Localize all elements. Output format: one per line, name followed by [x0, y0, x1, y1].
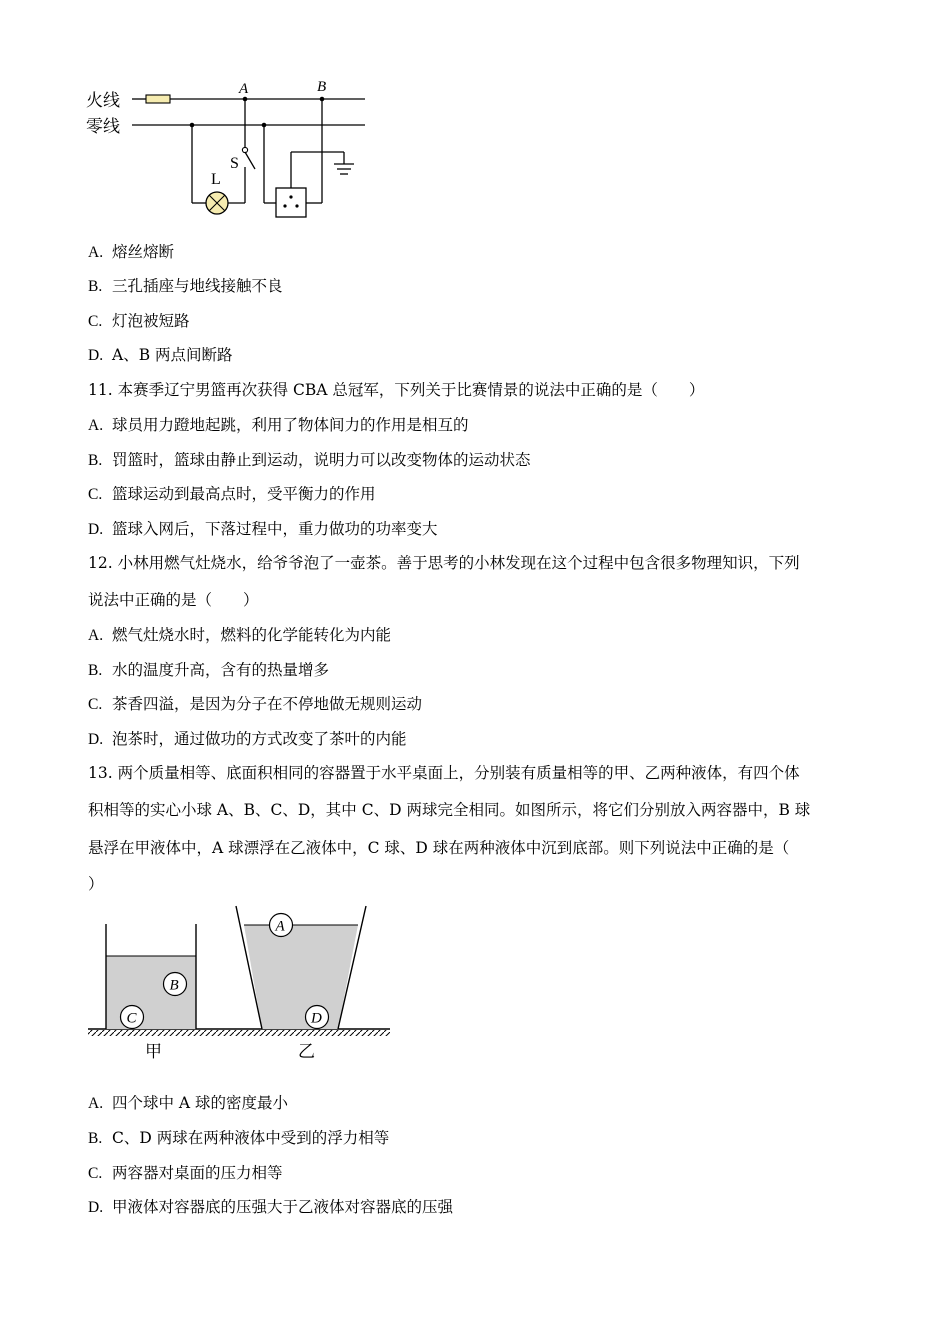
live-wire-label: 火线	[86, 91, 120, 110]
q11-option-b: B. 罚篮时，篮球由静止到运动，说明力可以改变物体的运动状态	[88, 451, 531, 469]
container-yi-label: 乙	[298, 1042, 315, 1061]
q10-option-b: B. 三孔插座与地线接触不良	[88, 277, 283, 295]
ball-a	[270, 914, 293, 937]
containers-figure	[84, 900, 394, 1065]
q11-option-d: D. 篮球入网后，下落过程中，重力做功的功率变大	[88, 520, 438, 538]
q12-option-d: D. 泡茶时，通过做功的方式改变了茶叶的内能	[88, 730, 407, 748]
svg-text:D: D	[311, 1010, 322, 1027]
lamp-icon	[206, 192, 228, 214]
fuse-icon	[146, 95, 170, 103]
q13-stem-line1: 13. 两个质量相等、底面积相同的容器置于水平桌面上，分别装有质量相等的甲、乙两种液体，有四个体	[88, 764, 800, 782]
q12-stem-line2: 说法中正确的是（ ）	[88, 591, 259, 609]
lamp-label: L	[211, 171, 221, 188]
container-yi	[236, 906, 366, 1029]
q13-option-a: A. 四个球中 A 球的密度最小	[88, 1094, 289, 1112]
q12-option-c: C. 茶香四溢，是因为分子在不停地做无规则运动	[88, 695, 423, 713]
socket-icon	[276, 188, 306, 217]
q13-stem-line3: 悬浮在甲液体中，A 球漂浮在乙液体中，C 球、D 球在两种液体中沉到底部。则下列说法中正确的是（	[88, 839, 790, 857]
q13-option-c: C. 两容器对桌面的压力相等	[88, 1164, 283, 1182]
q11-stem: 11. 本赛季辽宁男篮再次获得 CBA 总冠军，下列关于比赛情景的说法中正确的是（ ）	[88, 381, 705, 399]
q10-option-c: C. 灯泡被短路	[88, 312, 190, 330]
q11-option-a: A. 球员用力蹬地起跳，利用了物体间力的作用是相互的	[88, 416, 469, 434]
ball-c	[121, 1006, 144, 1029]
q10-option-a: A. 熔丝熔断	[88, 243, 175, 261]
q11-option-c: C. 篮球运动到最高点时，受平衡力的作用	[88, 485, 376, 503]
svg-text:B: B	[169, 977, 179, 994]
neutral-wire-label: 零线	[86, 117, 120, 136]
q13-option-b: B. C、D 两球在两种液体中受到的浮力相等	[88, 1129, 390, 1147]
svg-text:C: C	[126, 1010, 137, 1027]
q12-stem-line1: 12. 小林用燃气灶烧水，给爷爷泡了一壶茶。善于思考的小林发现在这个过程中包含很多物理知识，下列	[88, 554, 800, 572]
ground-icon	[334, 164, 354, 174]
ball-d	[306, 1006, 329, 1029]
q13-stem-line4: ）	[88, 875, 104, 893]
container-jia-label: 甲	[145, 1042, 162, 1061]
point-a-label: A	[239, 81, 249, 97]
q13-option-d: D. 甲液体对容器底的压强大于乙液体对容器底的压强	[88, 1198, 454, 1216]
circuit-diagram	[80, 72, 380, 222]
switch-icon	[242, 147, 247, 152]
q10-option-d: D. A、B 两点间断路	[88, 346, 233, 364]
point-b-label: B	[317, 79, 327, 95]
switch-label: S	[230, 155, 239, 172]
q12-option-b: B. 水的温度升高，含有的热量增多	[88, 661, 330, 679]
q12-option-a: A. 燃气灶烧水时，燃料的化学能转化为内能	[88, 626, 392, 644]
q13-stem-line2: 积相等的实心小球 A、B、C、D，其中 C、D 两球完全相同。如图所示，将它们分别放入两容器中，B 球	[88, 801, 811, 819]
ball-b	[164, 973, 187, 996]
svg-text:A: A	[275, 918, 285, 935]
